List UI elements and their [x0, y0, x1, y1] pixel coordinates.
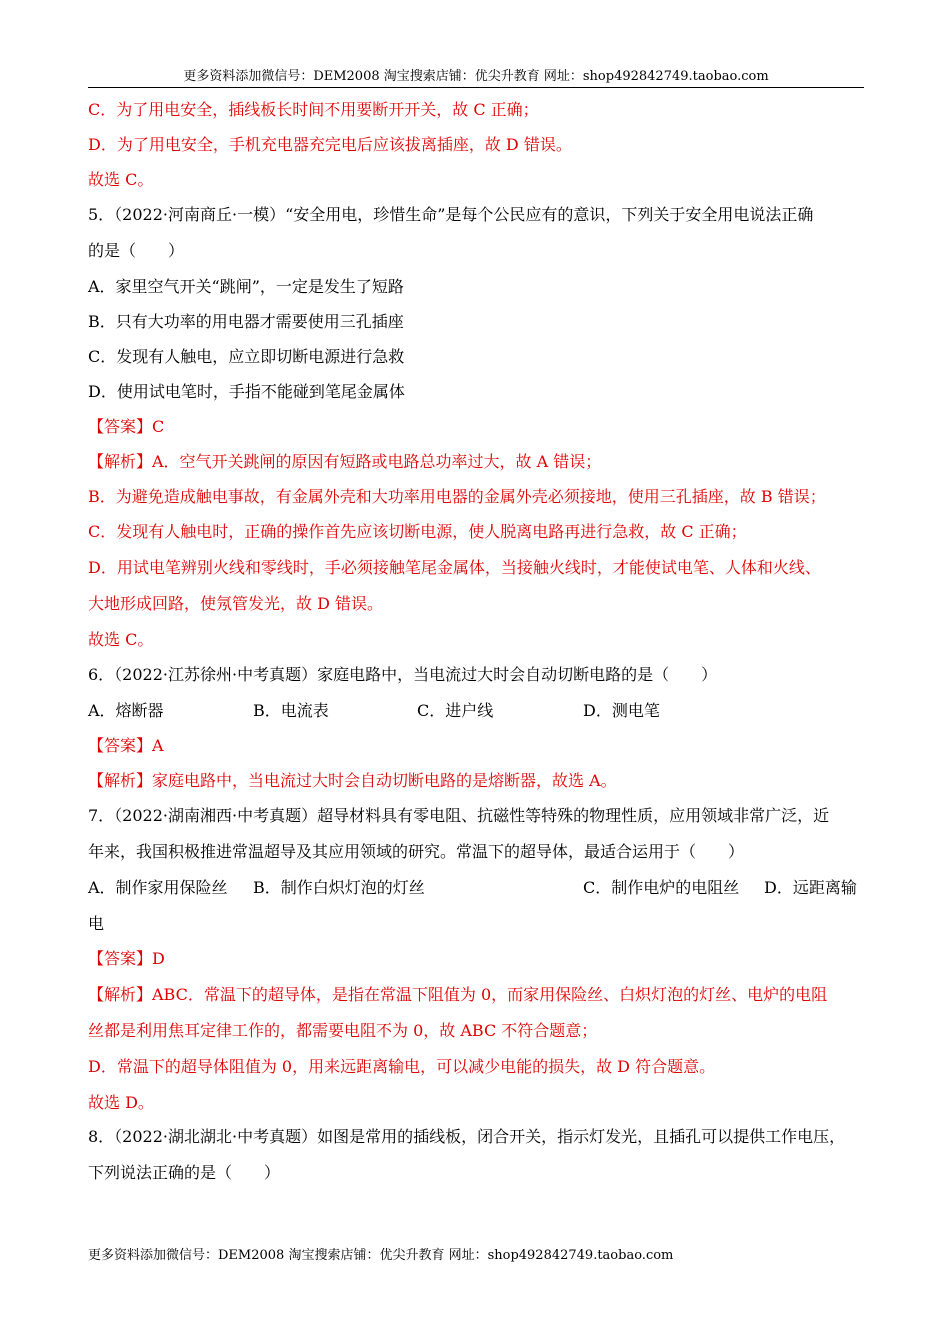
- q6-explanation: 【解析】家庭电路中，当电流过大时会自动切断电路的是熔断器，故选 A。: [88, 771, 617, 790]
- q5-option-b: B．只有大功率的用电器才需要使用三孔插座: [88, 312, 404, 331]
- q7-stem-line2: 年来，我国积极推进常温超导及其应用领域的研究。常温下的超导体，最适合运用于（ ）: [88, 842, 745, 861]
- q7-options-row: [88, 877, 864, 899]
- q6-option-c: C．进户线: [417, 701, 494, 720]
- page-footer: 更多资料添加微信号：DEM2008 淘宝搜索店铺：优尖升教育 网址：shop492842749.taobao.com: [88, 1248, 674, 1263]
- page-header: 更多资料添加微信号：DEM2008 淘宝搜索店铺：优尖升教育 网址：shop492842749.taobao.com: [183, 69, 769, 84]
- q8-stem-line2: 下列说法正确的是（ ）: [88, 1163, 281, 1182]
- q7-option-c: C．制作电炉的电阻丝: [583, 878, 740, 897]
- q5-option-d: D．使用试电笔时，手指不能碰到笔尾金属体: [88, 382, 405, 401]
- q5-option-a: A．家里空气开关“跳闸”，一定是发生了短路: [88, 277, 404, 296]
- prev-choose: 故选 C。: [88, 170, 154, 189]
- q5-option-c: C．发现有人触电，应立即切断电源进行急救: [88, 347, 405, 366]
- q8-stem-line1: 8．（2022·湖北湖北·中考真题）如图是常用的插线板，闭合开关，指示灯发光，且插孔可以提供工作电压，: [88, 1127, 846, 1146]
- q7-explanation-line2: 丝都是利用焦耳定律工作的，都需要电阻不为 0，故 ABC 不符合题意；: [88, 1021, 598, 1040]
- q5-explanation-line3: C．发现有人触电时，正确的操作首先应该切断电源，使人脱离电路再进行急救，故 C 正确；: [88, 522, 747, 541]
- header-rule: [88, 87, 864, 88]
- q6-options-row: [88, 700, 864, 722]
- q6-option-b: B．电流表: [253, 701, 329, 720]
- q7-option-b: B．制作白炽灯泡的灯丝: [253, 878, 425, 897]
- prev-option-d-explanation: D．为了用电安全，手机充电器充完电后应该拔离插座，故 D 错误。: [88, 135, 572, 154]
- q7-option-a: A．制作家用保险丝: [88, 878, 228, 897]
- q7-choose: 故选 D。: [88, 1093, 154, 1112]
- q5-explanation-line2: B．为避免造成触电事故，有金属外壳和大功率用电器的金属外壳必须接地，使用三孔插座，故 B 错误；: [88, 487, 826, 506]
- q5-explanation-line5: 大地形成回路，使氖管发光，故 D 错误。: [88, 594, 384, 613]
- q6-stem: 6．（2022·江苏徐州·中考真题）家庭电路中，当电流过大时会自动切断电路的是（ ）: [88, 665, 718, 684]
- q7-explanation-line1: 【解析】ABC．常温下的超导体，是指在常温下阻值为 0，而家用保险丝、白炽灯泡的灯丝、电炉的电阻: [88, 985, 828, 1004]
- q7-stem-line1: 7．（2022·湖南湘西·中考真题）超导材料具有零电阻、抗磁性等特殊的物理性质，应用领域非常广泛，近: [88, 806, 830, 825]
- q7-answer: 【答案】D: [88, 949, 165, 968]
- q5-explanation-line1: 【解析】A．空气开关跳闸的原因有短路或电路总功率过大，故 A 错误；: [88, 452, 602, 471]
- q6-option-d: D．测电笔: [583, 701, 660, 720]
- q6-answer: 【答案】A: [88, 736, 164, 755]
- q5-choose: 故选 C。: [88, 630, 154, 649]
- q7-option-d-wrap: 电: [88, 914, 105, 933]
- q5-stem-line1: 5．（2022·河南商丘·一模）“安全用电，珍惜生命”是每个公民应有的意识，下列关于安全用电说法正确: [88, 205, 814, 224]
- q6-option-a: A．熔断器: [88, 701, 164, 720]
- q7-explanation-line3: D．常温下的超导体阻值为 0，用来远距离输电，可以减少电能的损失，故 D 符合题意。: [88, 1057, 716, 1076]
- q5-answer: 【答案】C: [88, 417, 165, 436]
- q5-stem-line2: 的是（ ）: [88, 241, 185, 260]
- q5-explanation-line4: D．用试电笔辨别火线和零线时，手必须接触笔尾金属体，当接触火线时，才能使试电笔、人体和火线、: [88, 558, 821, 577]
- q7-option-d: D．远距离输: [764, 878, 857, 897]
- prev-option-c-explanation: C．为了用电安全，插线板长时间不用要断开开关，故 C 正确；: [88, 100, 539, 119]
